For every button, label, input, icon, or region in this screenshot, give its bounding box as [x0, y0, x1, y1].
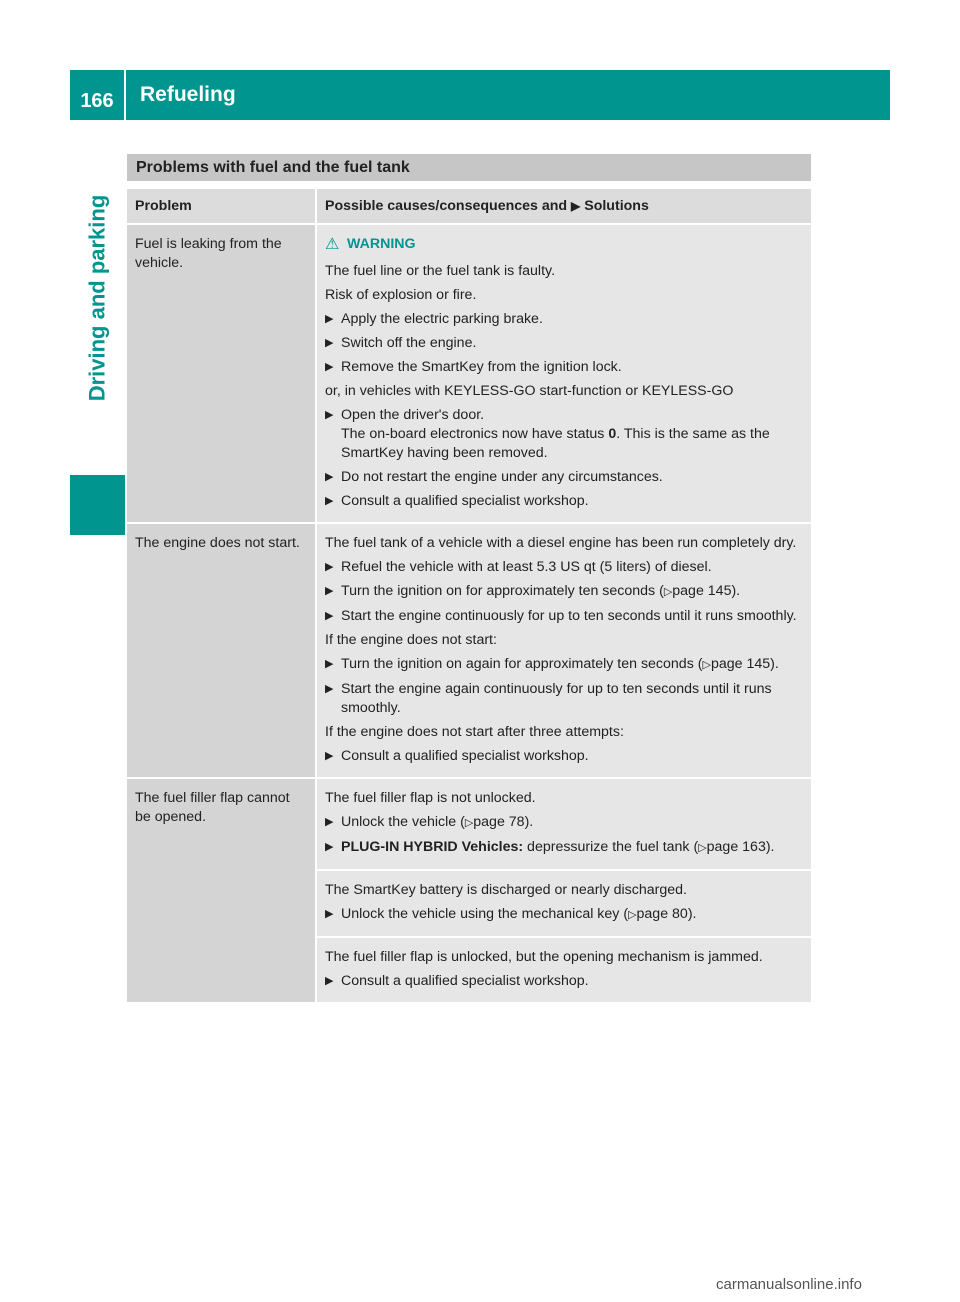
step-text: Do not restart the engine under any circumstances. [341, 469, 663, 485]
step-text-part: Turn the ignition on again for approximately ten seconds ( [341, 656, 703, 672]
solution-cell [317, 779, 811, 871]
step-text: Switch off the engine. [341, 335, 477, 351]
step [325, 492, 803, 511]
step-text-part: Unlock the vehicle using the mechanical key ( [341, 906, 629, 922]
text-line: The fuel tank of a vehicle with a diesel engine has been run completely dry. [325, 535, 797, 551]
step-text: Start the engine continuously for up to ten seconds until it runs smoothly. [341, 608, 797, 624]
step-arrow-icon: ▶ [325, 337, 334, 349]
step-text [341, 582, 740, 602]
watermark: carmanualsonline.info [716, 1276, 862, 1293]
problem-cell: The fuel filler flap cannot be opened. [127, 779, 317, 1004]
step [325, 972, 803, 991]
page-ref-link[interactable]: page 80). [636, 906, 697, 922]
solution-cell [317, 524, 811, 779]
page-ref-icon: ▷ [702, 659, 711, 671]
side-tab-marker [70, 475, 125, 535]
step-arrow-icon: ▶ [325, 816, 334, 828]
text-line: The fuel filler flap is not unlocked. [325, 790, 536, 806]
col-solutions-suffix: Solutions [584, 198, 649, 214]
step-text: Consult a qualified specialist workshop. [341, 493, 589, 509]
step [325, 655, 803, 675]
page-ref-icon: ▷ [464, 817, 474, 829]
page-header [70, 70, 890, 120]
step-text [341, 813, 533, 833]
solution-cell [317, 225, 811, 524]
step-arrow-icon: ▶ [325, 683, 334, 695]
table-row [127, 779, 811, 871]
step-arrow-icon: ▶ [325, 313, 334, 325]
text-line: The SmartKey battery is discharged or nearly discharged. [325, 882, 687, 898]
page-number: 166 [70, 70, 126, 120]
page-ref-icon: ▷ [663, 586, 673, 598]
step-arrow-icon: ▶ [325, 975, 334, 987]
warning-triangle-icon: ⚠ [325, 236, 340, 253]
text-line: or, in vehicles with KEYLESS-GO start-function or KEYLESS-GO [325, 383, 734, 399]
page-ref-link[interactable]: page 145). [710, 656, 779, 672]
page-ref-icon: ▷ [698, 842, 707, 854]
step-arrow-icon: ▶ [325, 585, 334, 597]
side-tab [70, 120, 125, 475]
step-text-part: Unlock the vehicle ( [341, 814, 465, 830]
warning-heading [325, 235, 803, 254]
solution-cell [317, 938, 811, 1004]
step-arrow-icon: ▶ [325, 409, 334, 421]
step [325, 747, 803, 766]
step [325, 334, 803, 353]
step-text-part: Turn the ignition on for approximately ten seconds ( [341, 583, 664, 599]
section-title: Problems with fuel and the fuel tank [127, 154, 811, 181]
step-door-text: Open the driver's door. [341, 407, 485, 423]
step [325, 838, 803, 858]
step-arrow-icon: ▶ [325, 750, 334, 762]
step-arrow-icon: ▶ [325, 561, 334, 573]
text-line: If the engine does not start after three attempts: [325, 724, 624, 740]
table-row [127, 524, 811, 779]
text-line: The fuel line or the fuel tank is faulty. [325, 263, 556, 279]
step-door-note-pre: The on-board electronics now have status [341, 426, 605, 442]
step-arrow-icon: ▶ [325, 841, 334, 853]
table-header-row [127, 189, 811, 225]
step [325, 905, 803, 925]
page-ref-link[interactable]: page 145). [672, 583, 741, 599]
step-text [341, 905, 696, 925]
table-row [127, 225, 811, 524]
step [325, 310, 803, 329]
chapter-title: Refueling [140, 83, 236, 106]
solution-cell [317, 871, 811, 938]
text-line: The fuel filler flap is unlocked, but the opening mechanism is jammed. [325, 949, 763, 965]
step-arrow-icon: ▶ [325, 495, 334, 507]
text-line: If the engine does not start: [325, 632, 497, 648]
solution-arrow-icon: ▶ [571, 199, 581, 213]
step-text-part: depressurize the fuel tank ( [523, 839, 699, 855]
step [325, 813, 803, 833]
step-text: Refuel the vehicle with at least 5.3 US qt (5 liters) of diesel. [341, 559, 712, 575]
step [325, 468, 803, 487]
step-text: Remove the SmartKey from the ignition lock. [341, 359, 622, 375]
step [325, 358, 803, 377]
step-text [341, 655, 779, 675]
problem-cell: The engine does not start. [127, 524, 317, 779]
text-line: Risk of explosion or fire. [325, 287, 477, 303]
step-text: Start the engine again continuously for up to ten seconds until it runs smoothly. [341, 681, 772, 716]
step [325, 558, 803, 577]
step-arrow-icon: ▶ [325, 908, 334, 920]
step [325, 406, 803, 463]
step-arrow-icon: ▶ [325, 610, 334, 622]
step [325, 680, 803, 718]
step-text: Consult a qualified specialist workshop. [341, 973, 589, 989]
step-text: Apply the electric parking brake. [341, 311, 543, 327]
col-solutions-header [317, 189, 811, 225]
step [325, 607, 803, 626]
warning-label: WARNING [347, 236, 416, 252]
side-tab-label: Driving and parking [84, 194, 110, 401]
problem-cell: Fuel is leaking from the vehicle. [127, 225, 317, 524]
step-text: Consult a qualified specialist workshop. [341, 748, 589, 764]
step-text [341, 838, 775, 858]
step-door-note-post: . This is the same as the SmartKey having been removed. [341, 426, 770, 461]
status-value: 0 [608, 426, 617, 442]
page-ref-icon: ▷ [628, 909, 637, 921]
step-bold-label: PLUG-IN HYBRID Vehicles: [341, 839, 524, 855]
page-ref-link[interactable]: page 78). [473, 814, 534, 830]
step-text [341, 406, 803, 463]
col-solutions-prefix: Possible causes/consequences and [325, 198, 568, 214]
col-problem-header: Problem [127, 189, 317, 225]
step-arrow-icon: ▶ [325, 361, 334, 373]
step-arrow-icon: ▶ [325, 471, 334, 483]
step [325, 582, 803, 602]
page-ref-link[interactable]: page 163). [706, 839, 775, 855]
problems-table [127, 189, 811, 1004]
step-arrow-icon: ▶ [325, 658, 334, 670]
